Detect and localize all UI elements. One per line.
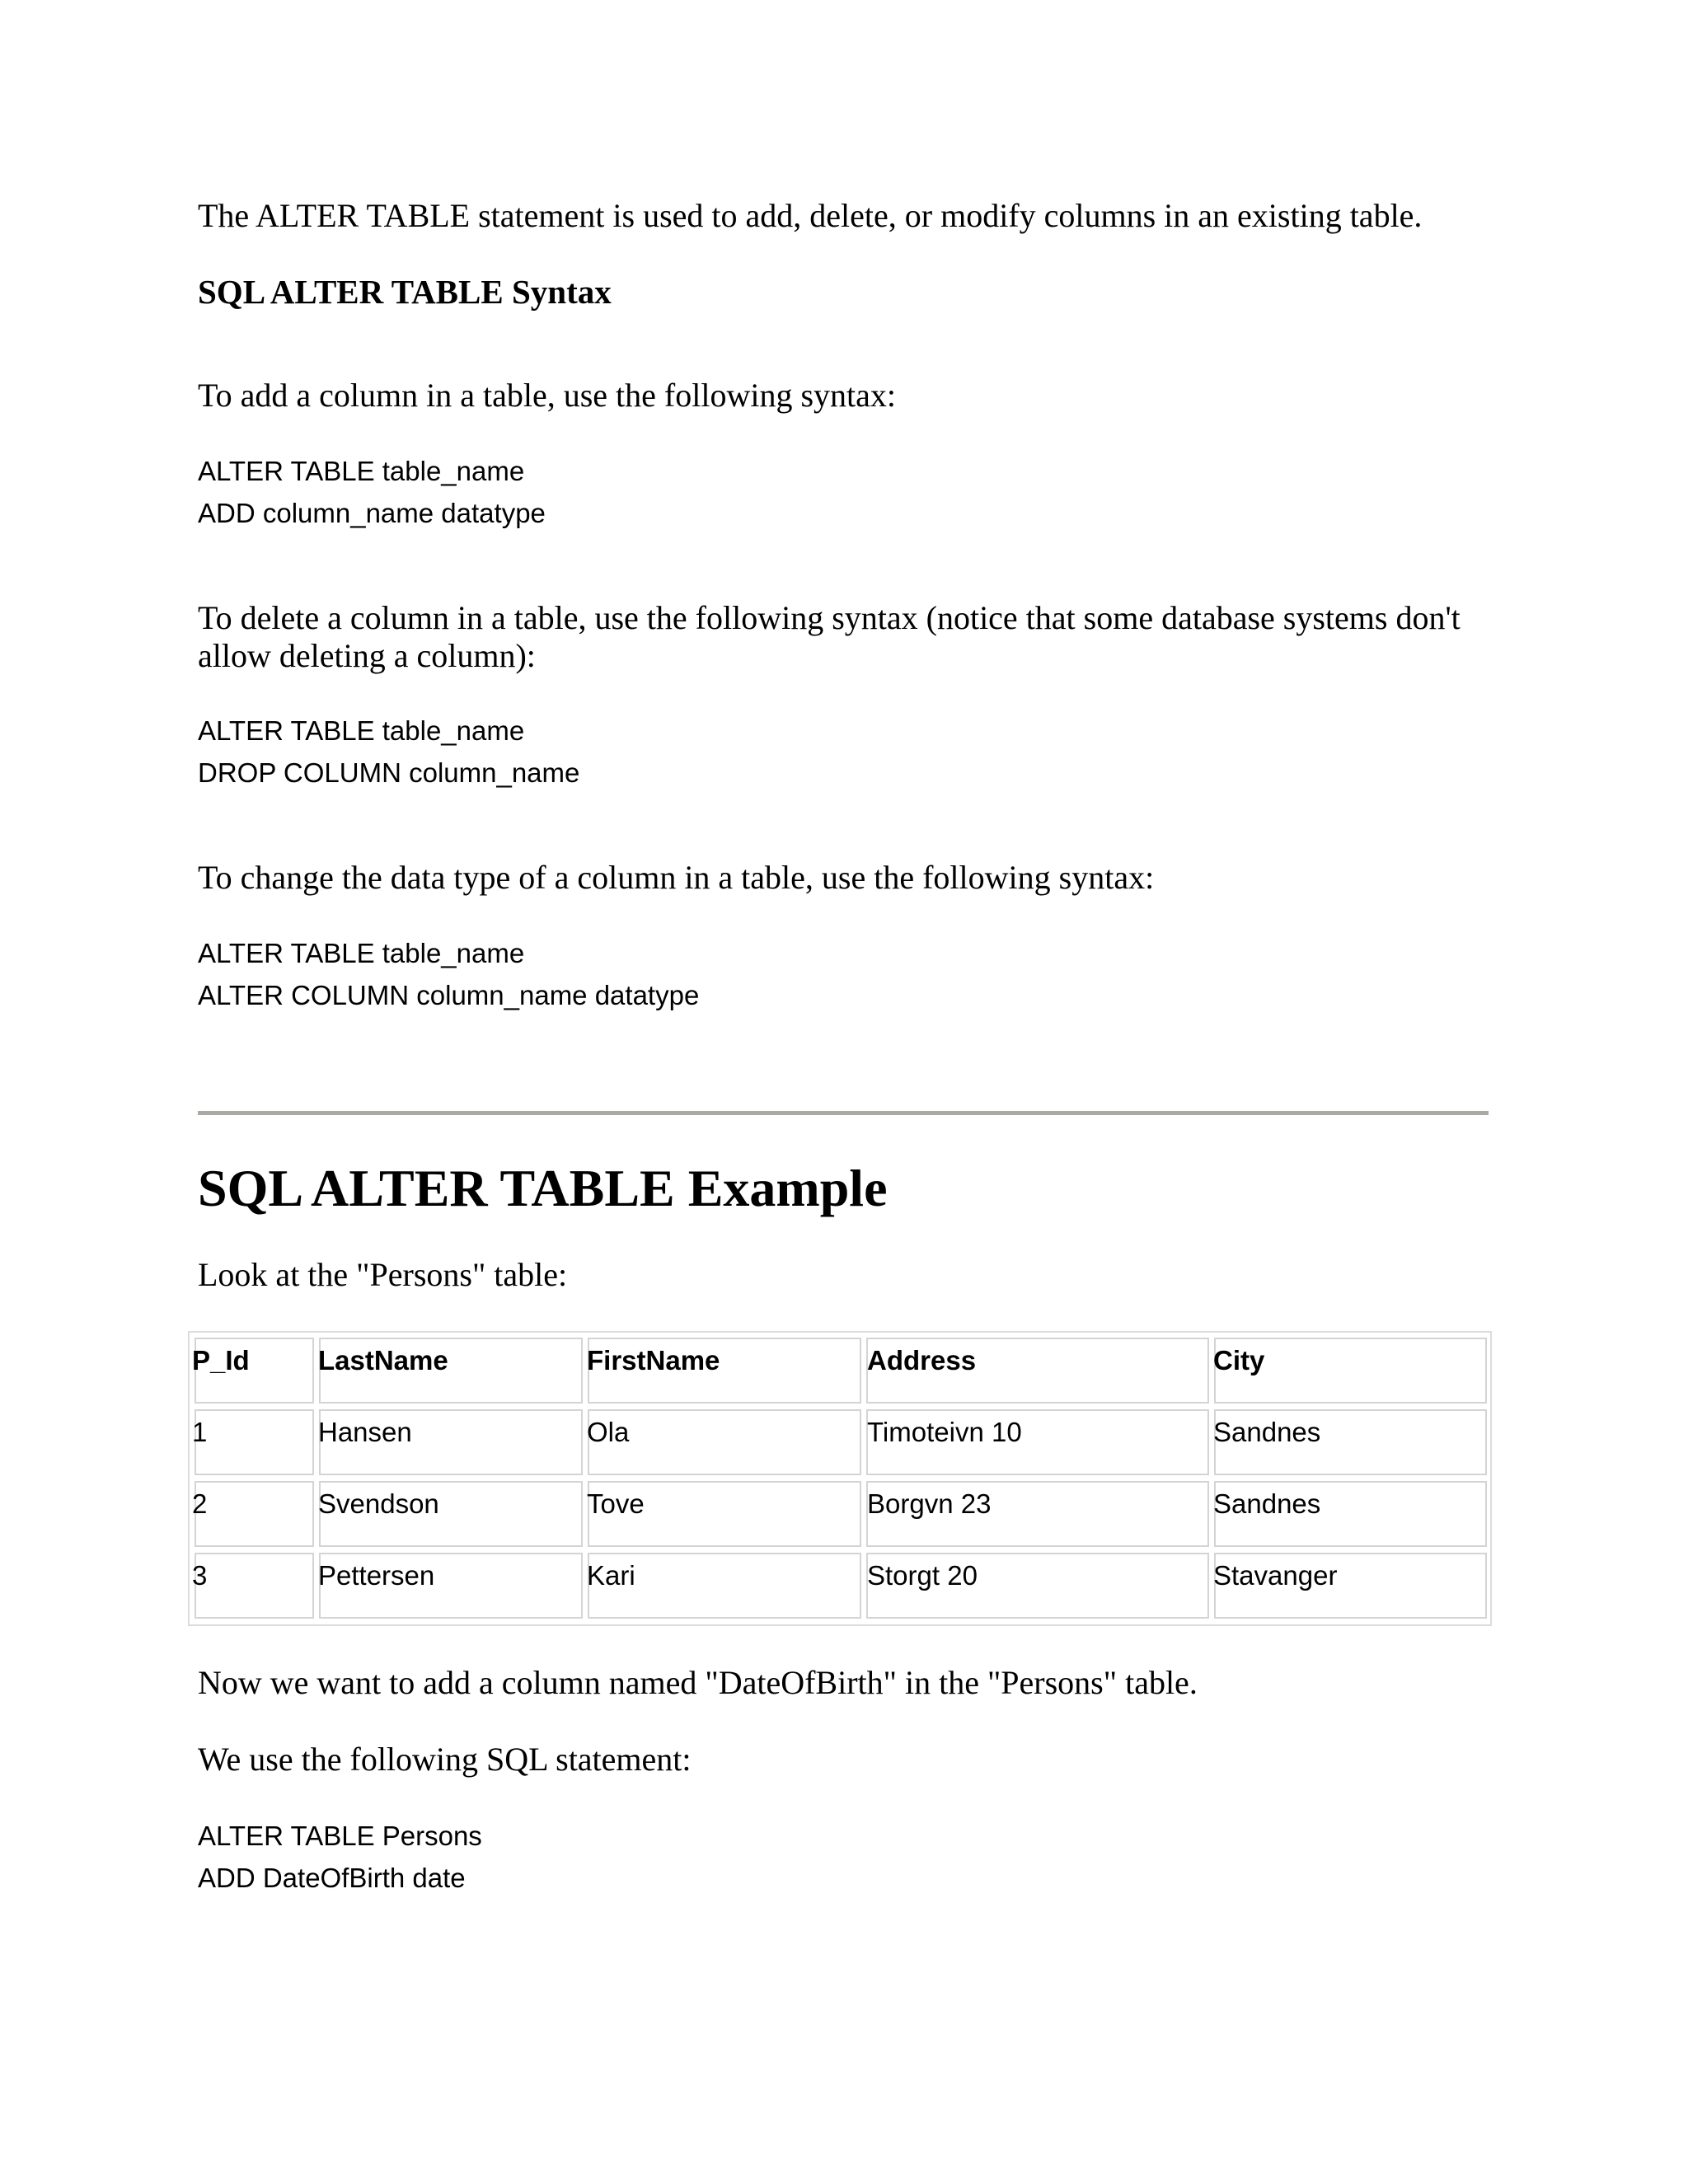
final-code-line-2: ADD DateOfBirth date: [198, 1863, 466, 1893]
table-cell: [195, 1553, 314, 1619]
delete-column-text-line-2: allow deleting a column):: [198, 637, 536, 674]
add-column-text: To add a column in a table, use the following syntax:: [198, 377, 897, 414]
table-row-3-pid: 3: [192, 1560, 208, 1591]
table-header-lastname: LastName: [318, 1345, 448, 1376]
table-row-1-city: Sandnes: [1213, 1417, 1321, 1447]
table-header-address: Address: [867, 1345, 977, 1376]
table-row-3-city: Stavanger: [1213, 1560, 1338, 1591]
table-row-1-pid: 1: [192, 1417, 208, 1447]
add-column-code-line-1: ALTER TABLE table_name: [198, 456, 525, 486]
delete-column-text-line-1: To delete a column in a table, use the following syntax (notice that some database systems don't: [198, 599, 1461, 636]
intro-paragraph: The ALTER TABLE statement is used to add, delete, or modify columns in an existing table.: [198, 197, 1423, 234]
table-row-1-lastname: Hansen: [318, 1417, 412, 1447]
use-text: We use the following SQL statement:: [198, 1741, 692, 1778]
table-row-2-firstname: Tove: [587, 1488, 645, 1519]
table-cell: [195, 1481, 314, 1547]
add-column-code-line-2: ADD column_name datatype: [198, 498, 546, 528]
delete-column-code-line-1: ALTER TABLE table_name: [198, 715, 525, 746]
example-heading: SQL ALTER TABLE Example: [198, 1159, 888, 1217]
table-header-pid: P_Id: [192, 1345, 250, 1376]
look-text: Look at the "Persons" table:: [198, 1256, 568, 1293]
change-type-text: To change the data type of a column in a table, use the following syntax:: [198, 859, 1155, 896]
table-row-1-address: Timoteivn 10: [867, 1417, 1022, 1447]
table-row-3-lastname: Pettersen: [318, 1560, 435, 1591]
table-row-2-lastname: Svendson: [318, 1488, 439, 1519]
table-row-2-pid: 2: [192, 1488, 208, 1519]
table-row-1-firstname: Ola: [587, 1417, 630, 1447]
horizontal-divider: [198, 1111, 1489, 1115]
table-row-3-firstname: Kari: [587, 1560, 635, 1591]
table-row-2-address: Borgvn 23: [867, 1488, 992, 1519]
syntax-heading: SQL ALTER TABLE Syntax: [198, 273, 612, 311]
table-row-2-city: Sandnes: [1213, 1488, 1321, 1519]
table-row-3-address: Storgt 20: [867, 1560, 978, 1591]
table-cell: [195, 1409, 314, 1475]
table-header-city: City: [1213, 1345, 1265, 1376]
now-text: Now we want to add a column named "DateOfBirth" in the "Persons" table.: [198, 1664, 1198, 1701]
change-type-code-line-1: ALTER TABLE table_name: [198, 938, 525, 968]
change-type-code-line-2: ALTER COLUMN column_name datatype: [198, 980, 700, 1010]
delete-column-code-line-2: DROP COLUMN column_name: [198, 757, 580, 788]
persons-table: [188, 1331, 1492, 1626]
final-code-line-1: ALTER TABLE Persons: [198, 1821, 482, 1851]
table-header-firstname: FirstName: [587, 1345, 720, 1376]
